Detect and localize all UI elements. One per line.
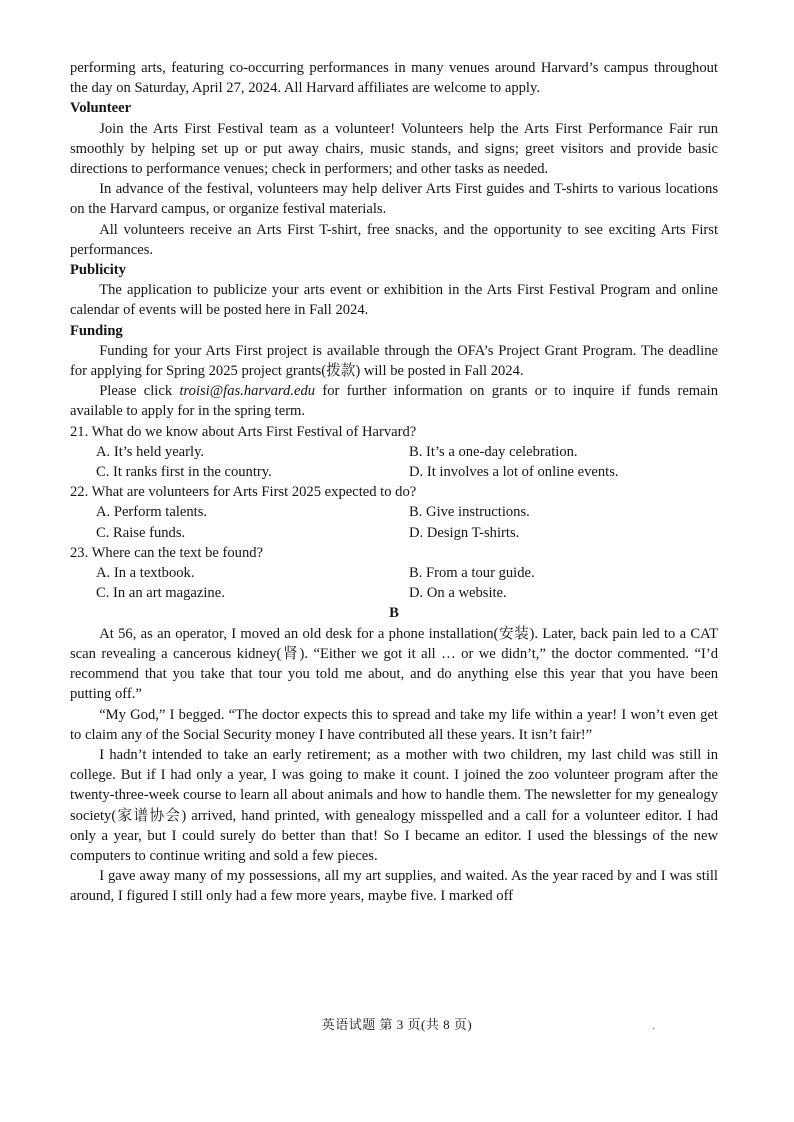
option-b: B. From a tour guide. — [409, 565, 535, 582]
question-23 — [70, 543, 718, 604]
section-b-label: B — [389, 605, 399, 622]
volunteer-paragraph-2: In advance of the festival, volunteers may help deliver Arts First guides and T-shirts to various locations on the Harvard campus, or organize festival materials. — [70, 181, 718, 218]
publicity-heading: Publicity — [70, 262, 126, 279]
publicity-paragraph: The application to publicize your arts event or exhibition in the Arts First Festival Program and online calendar of events will be posted here in Fall 2024. — [70, 282, 718, 319]
option-d: D. On a website. — [409, 585, 507, 602]
option-a: A. Perform talents. — [96, 504, 208, 521]
question-stem: 22. What are volunteers for Arts First 2025 expected to do? — [70, 484, 417, 501]
option-grid — [70, 442, 718, 482]
option-c: C. Raise funds. — [96, 524, 186, 541]
option-grid — [70, 502, 718, 542]
passage-b-paragraph-1: At 56, as an operator, I moved an old desk for a phone installation(安装). Later, back pain led to a CAT scan revealing a cancerous kidney(肾). “Either we got it all … or we didn’t,” the doctor commented. “I’d recommend that you take that tour you told me about, and do anything else this year that you have been putting off.” — [70, 625, 718, 703]
option-c: C. In an art magazine. — [96, 585, 225, 602]
question-22 — [70, 482, 718, 543]
intro-paragraph: performing arts, featuring co-occurring performances in many venues around Harvard’s campus throughout the day on Saturday, April 27, 2024. All Harvard affiliates are welcome to apply. — [70, 60, 718, 97]
page-footer: 英语试题 第 3 页(共 8 页) — [321, 1017, 473, 1032]
option-d: D. Design T-shirts. — [409, 524, 520, 541]
scan-mark: · — [652, 1024, 656, 1035]
question-21 — [70, 422, 718, 483]
funding-heading: Funding — [70, 322, 123, 339]
email-link[interactable]: troisi@fas.harvard.edu — [179, 383, 316, 400]
passage-b-paragraph-4: I gave away many of my possessions, all my art supplies, and waited. As the year raced by and I was still around, I figured I still only had a few more years, maybe five. I marked off — [70, 868, 718, 905]
option-b: B. Give instructions. — [409, 504, 530, 521]
funding-text-after: for further information on grants or to inquire if funds remain available to apply for in the spring term. — [70, 383, 718, 420]
volunteer-heading: Volunteer — [70, 100, 132, 117]
question-stem: 21. What do we know about Arts First Festival of Harvard? — [70, 423, 417, 440]
passage-b-paragraph-3: I hadn’t intended to take an early retirement; as a mother with two children, my last child was still in college. But if I had only a year, I was going to make it count. I joined the zoo volunteer program after the twenty-three-week course to learn all about animals and how to handle them. The newsletter for my genealogy society(家谱协会) arrived, hand printed, with genealogy misspelled and a call for a volunteer editor. I had only a year, but I could surely do better than that! So I became an editor. I used the blessings of the new computers to continue writing and sold a few pieces. — [70, 746, 718, 864]
funding-text-before: Please click — [99, 383, 180, 400]
option-c: C. It ranks first in the country. — [96, 464, 272, 481]
option-b: B. It’s a one-day celebration. — [409, 443, 578, 460]
exam-page — [70, 58, 718, 907]
option-a: A. In a textbook. — [96, 565, 195, 582]
volunteer-paragraph-1: Join the Arts First Festival team as a volunteer! Volunteers help the Arts First Performance Fair run smoothly by helping set up or put away chairs, music stands, and signs; greet visitors and provide basic directions to performance venues; check in performers; and other tasks as needed. — [70, 120, 718, 178]
option-a: A. It’s held yearly. — [96, 443, 205, 460]
question-stem: 23. Where can the text be found? — [70, 544, 264, 561]
option-d: D. It involves a lot of online events. — [409, 464, 619, 481]
funding-paragraph-1: Funding for your Arts First project is available through the OFA’s Project Grant Program. The deadline for applying for Spring 2025 project grants(拨款) will be posted in Fall 2024. — [70, 342, 718, 380]
passage-b-paragraph-2: “My God,” I begged. “The doctor expects this to spread and take my life within a year! I won’t even get to claim any of the Social Security money I have contributed all these years. It isn’t fair!” — [70, 706, 718, 743]
option-grid — [70, 563, 718, 603]
volunteer-paragraph-3: All volunteers receive an Arts First T-shirt, free snacks, and the opportunity to see exciting Arts First performances. — [70, 221, 718, 258]
funding-paragraph-2 — [70, 381, 718, 421]
